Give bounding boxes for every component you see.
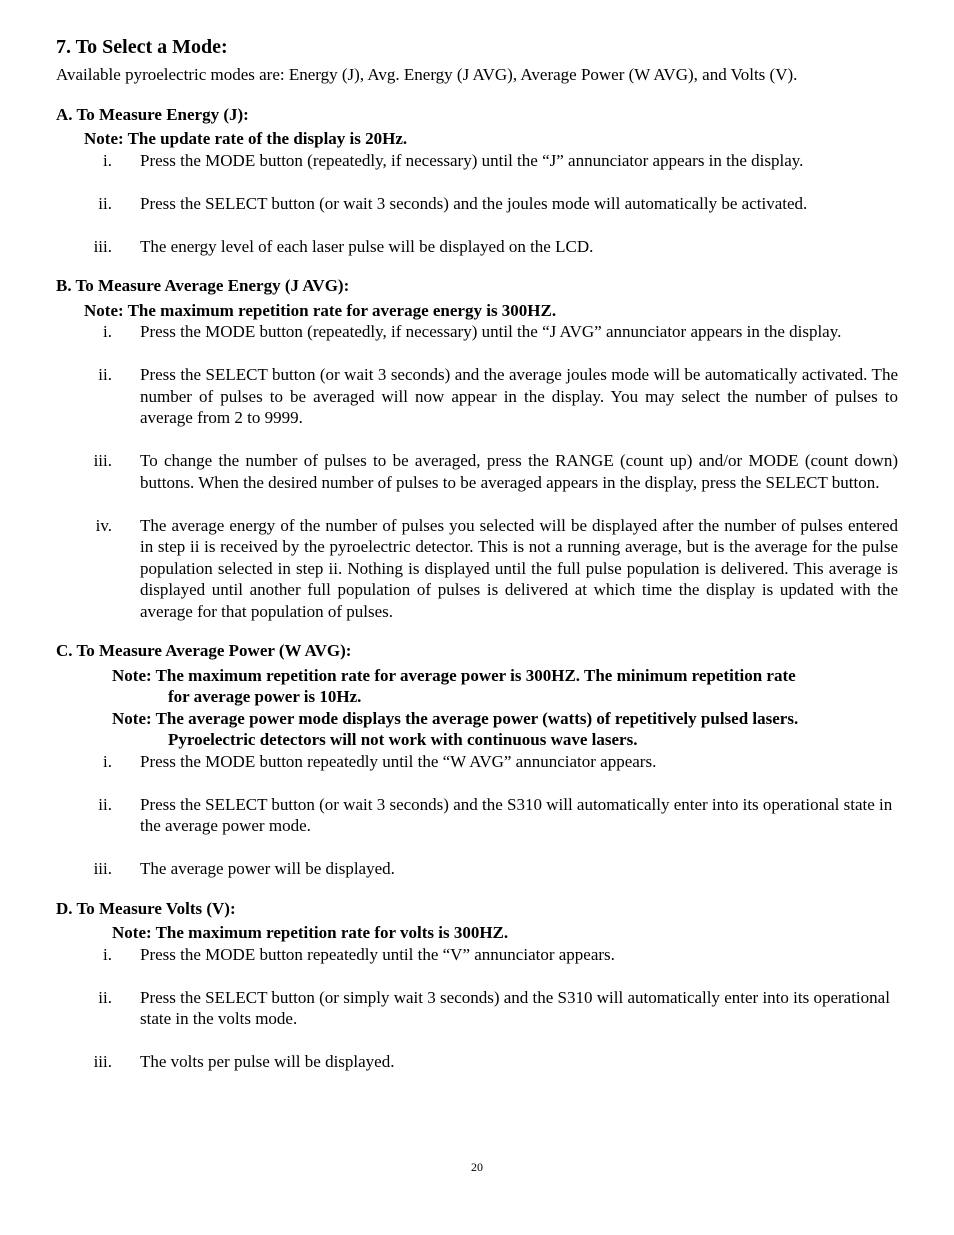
note-line: Note: The maximum repetition rate for average power is 300HZ. The minimum repetition rate bbox=[112, 665, 796, 685]
section-heading: D. To Measure Volts (V): bbox=[56, 898, 236, 918]
document-page bbox=[56, 34, 898, 1091]
note bbox=[56, 665, 898, 708]
intro-paragraph: Available pyroelectric modes are: Energy (J), Avg. Energy (J AVG), Average Power (W AVG), and Volts (V). bbox=[56, 65, 798, 84]
note: Note: The maximum repetition rate for volts is 300HZ. bbox=[112, 923, 509, 942]
note: Note: The maximum repetition rate for average energy is 300HZ. bbox=[84, 300, 557, 320]
list-item bbox=[56, 364, 898, 429]
list-item bbox=[56, 193, 898, 215]
step-number: iii. bbox=[93, 451, 112, 470]
page-number: 20 bbox=[471, 1160, 483, 1174]
step-text: Press the MODE button repeatedly until the “W AVG” annunciator appears. bbox=[140, 751, 657, 771]
step-number: iv. bbox=[95, 515, 112, 535]
step-text: The average power will be displayed. bbox=[140, 859, 395, 878]
step-text: To change the number of pulses to be averaged, press the RANGE (count up) and/or MODE (count down) buttons. When the desired number of pulses to be averaged appears in the display, press the SELECT button. bbox=[140, 451, 898, 492]
list-item bbox=[56, 944, 898, 966]
note-line: Pyroelectric detectors will not work with continuous wave lasers. bbox=[168, 730, 638, 749]
step-number: ii. bbox=[98, 987, 112, 1007]
step-text: The volts per pulse will be displayed. bbox=[140, 1052, 395, 1071]
step-number: iii. bbox=[93, 859, 112, 878]
step-text: Press the MODE button (repeatedly, if necessary) until the “J AVG” annunciator appears in the display. bbox=[140, 322, 842, 341]
note-line: Note: The average power mode displays the average power (watts) of repetitively pulsed lasers. bbox=[112, 708, 799, 728]
step-text: Press the SELECT button (or wait 3 seconds) and the average joules mode will be automatically activated. The number of pulses to be averaged will now appear in the display. You may select the number of pulses to average from 2 to 9999. bbox=[140, 365, 898, 427]
list-item bbox=[56, 236, 898, 258]
step-text: Press the SELECT button (or wait 3 seconds) and the joules mode will automatically be activated. bbox=[140, 193, 808, 213]
section-volts bbox=[56, 898, 898, 1073]
step-text: Press the MODE button repeatedly until the “V” annunciator appears. bbox=[140, 944, 615, 964]
step-text: Press the SELECT button (or simply wait 3 seconds) and the S310 will automatically enter into its operational state in the volts mode. bbox=[140, 987, 890, 1028]
list-item bbox=[56, 321, 898, 343]
step-number: i. bbox=[103, 322, 112, 341]
section-heading: A. To Measure Energy (J): bbox=[56, 104, 249, 124]
section-energy bbox=[56, 104, 898, 258]
step-number: ii. bbox=[98, 794, 112, 814]
list-item bbox=[56, 515, 898, 623]
steps-list bbox=[56, 751, 898, 880]
steps-list bbox=[56, 321, 898, 622]
note bbox=[56, 708, 898, 751]
note: Note: The update rate of the display is 20Hz. bbox=[84, 129, 408, 148]
section-average-power bbox=[56, 640, 898, 880]
step-number: iii. bbox=[93, 236, 112, 256]
section-heading: C. To Measure Average Power (W AVG): bbox=[56, 641, 352, 660]
step-text: The average energy of the number of pulses you selected will be displayed after the number of pulses entered in step ii is received by the pyroelectric detector. This is not a running average, but is the average for the pulse population selected in step ii. Nothing is displayed until the full pulse population is delivered. This average is displayed until another full population of pulses is delivered at which time the display is updated with the average for that population of pulses. bbox=[140, 515, 898, 621]
step-number: i. bbox=[103, 150, 112, 170]
step-number: ii. bbox=[98, 193, 112, 213]
list-item bbox=[56, 751, 898, 773]
step-number: i. bbox=[103, 751, 112, 771]
list-item bbox=[56, 987, 898, 1030]
step-number: i. bbox=[103, 944, 112, 964]
step-number: ii. bbox=[98, 365, 112, 384]
section-heading: B. To Measure Average Energy (J AVG): bbox=[56, 276, 350, 295]
list-item bbox=[56, 794, 898, 837]
steps-list bbox=[56, 150, 898, 258]
page-title: 7. To Select a Mode: bbox=[56, 36, 228, 58]
list-item bbox=[56, 1051, 898, 1073]
step-number: iii. bbox=[93, 1052, 112, 1071]
list-item bbox=[56, 150, 898, 172]
note-line: for average power is 10Hz. bbox=[168, 687, 362, 706]
list-item bbox=[56, 450, 898, 493]
step-text: The energy level of each laser pulse will be displayed on the LCD. bbox=[140, 236, 594, 256]
list-item bbox=[56, 858, 898, 880]
section-average-energy bbox=[56, 275, 898, 622]
step-text: Press the SELECT button (or wait 3 seconds) and the S310 will automatically enter into its operational state in the average power mode. bbox=[140, 794, 893, 835]
steps-list bbox=[56, 944, 898, 1073]
step-text: Press the MODE button (repeatedly, if necessary) until the “J” annunciator appears in the display. bbox=[140, 150, 804, 170]
